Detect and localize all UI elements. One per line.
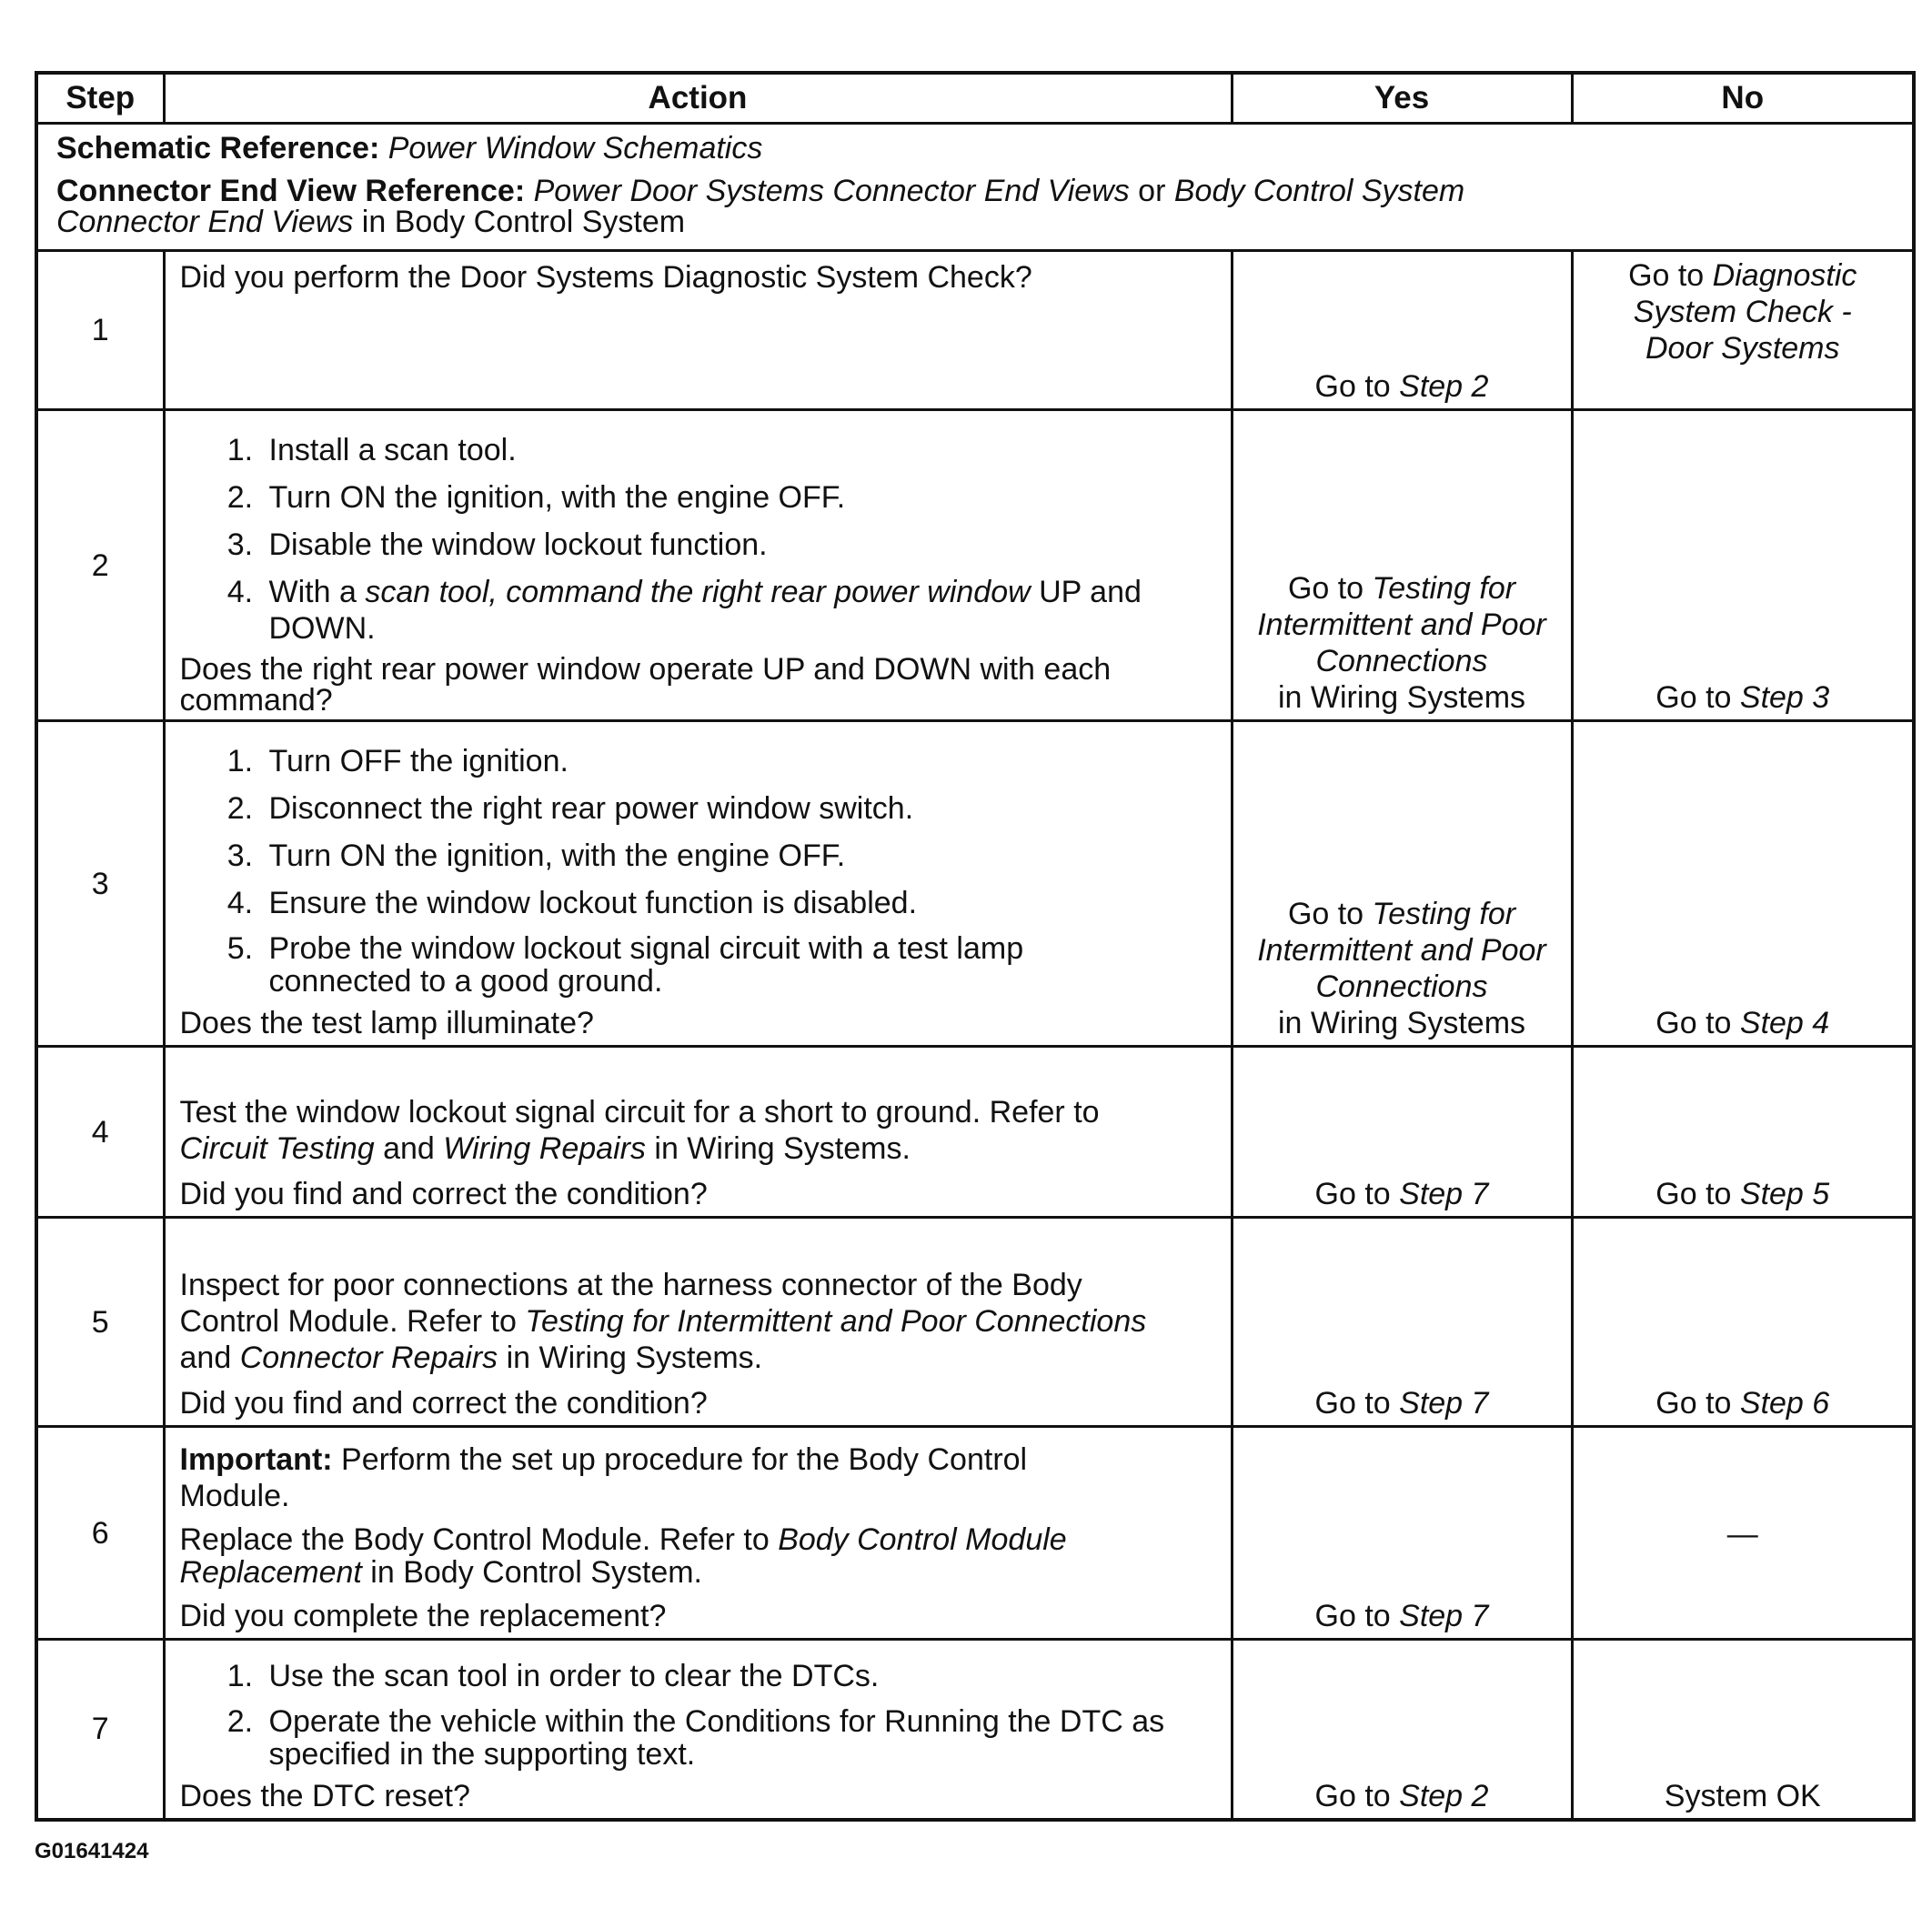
- action-steps-list: [180, 432, 1218, 647]
- yes-prefix: Go to: [1314, 1599, 1400, 1633]
- yes-cell: [1232, 1640, 1572, 1820]
- no-cell: [1572, 1218, 1914, 1427]
- header-yes: Yes: [1232, 73, 1572, 124]
- table-row: [36, 1218, 1914, 1427]
- step-number: 2: [36, 410, 164, 721]
- no-prefix: Go to: [1655, 1386, 1740, 1421]
- yes-link[interactable]: Step 7: [1399, 1386, 1489, 1421]
- yes-link[interactable]: Step 7: [1399, 1599, 1489, 1633]
- no-cell: [1572, 1427, 1914, 1640]
- no-prefix: Go to: [1655, 1177, 1740, 1211]
- action-steps-list: [180, 1658, 1218, 1771]
- step-number: 5: [36, 1218, 164, 1427]
- connector-repairs-link[interactable]: Connector Repairs: [239, 1341, 498, 1375]
- action-text-part: Test the window lockout signal circuit for a short to ground. Refer to: [179, 1095, 1100, 1130]
- action-text-part: Replace the Body Control Module. Refer to: [179, 1522, 779, 1557]
- list-item: 2. Operate the vehicle within the Conditions for Running the DTC as specified in the supporting text.: [262, 1705, 1179, 1771]
- no-prefix: Go to: [1655, 680, 1740, 715]
- list-item: 2. Disconnect the right rear power window switch.: [262, 790, 1218, 827]
- yes-link[interactable]: Step 7: [1399, 1177, 1489, 1211]
- action-cell: [164, 1640, 1232, 1820]
- table-row: [36, 721, 1914, 1047]
- yes-cell: [1232, 721, 1572, 1047]
- table-row: [36, 1640, 1914, 1820]
- yes-suffix: in Wiring Systems: [1277, 680, 1526, 715]
- action-text: [180, 1267, 1181, 1376]
- connector-reference: [56, 176, 1603, 237]
- action-text-suffix: in Wiring Systems.: [498, 1341, 763, 1375]
- action-question: Does the test lamp illuminate?: [179, 1006, 594, 1040]
- figure-id: G01641424: [35, 1839, 149, 1863]
- action-cell: [164, 1427, 1232, 1640]
- step-number: 3: [36, 721, 164, 1047]
- action-cell: [164, 251, 1232, 410]
- diagnostic-table: [35, 71, 1916, 1822]
- table-row: [36, 1047, 1914, 1218]
- header-row: [36, 73, 1914, 124]
- list-item: 4. Ensure the window lockout function is disabled.: [262, 885, 1218, 921]
- connector-reference-link-2[interactable]: Body Control System Connector End Views: [56, 174, 1465, 239]
- yes-cell: [1232, 1427, 1572, 1640]
- action-question: Did you complete the replacement?: [179, 1599, 667, 1633]
- list-item: 1. Turn OFF the ignition.: [262, 743, 1218, 779]
- header-action: Action: [164, 73, 1232, 124]
- action-question: Does the DTC reset?: [179, 1778, 470, 1813]
- list-item: 1. Install a scan tool.: [262, 432, 1218, 468]
- action-cell: [164, 410, 1232, 721]
- action-cell: [164, 1218, 1232, 1427]
- no-cell: [1572, 1640, 1914, 1820]
- connector-reference-link-1[interactable]: Power Door Systems Connector End Views: [533, 174, 1130, 208]
- action-steps-list: [180, 743, 1218, 998]
- schematic-reference-label: Schematic Reference:: [56, 131, 380, 166]
- action-question: Did you perform the Door Systems Diagnostic System Check?: [179, 260, 1032, 295]
- action-question: Does the right rear power window operate UP and DOWN with each command?: [179, 652, 1112, 718]
- table-row: [36, 410, 1914, 721]
- yes-cell: [1232, 1218, 1572, 1427]
- yes-prefix: Go to: [1314, 1386, 1400, 1421]
- yes-link[interactable]: Step 2: [1399, 1778, 1489, 1813]
- yes-prefix: Go to: [1314, 1177, 1400, 1211]
- action-question: Did you find and correct the condition?: [179, 1177, 708, 1211]
- item-prefix: With a: [268, 575, 366, 609]
- important-note: [180, 1441, 1135, 1514]
- list-item: 3. Turn ON the ignition, with the engine OFF.: [262, 838, 1218, 874]
- no-cell: [1572, 410, 1914, 721]
- wiring-repairs-link[interactable]: Wiring Repairs: [443, 1131, 646, 1166]
- list-item: 3. Disable the window lockout function.: [262, 527, 1218, 563]
- list-item: 2. Turn ON the ignition, with the engine OFF.: [262, 479, 1218, 516]
- action-cell: [164, 721, 1232, 1047]
- reference-cell: [36, 124, 1914, 251]
- table-row: [36, 1427, 1914, 1640]
- no-link[interactable]: Step 4: [1739, 1006, 1830, 1040]
- action-text-suffix: in Body Control System.: [361, 1555, 702, 1590]
- yes-suffix: in Wiring Systems: [1277, 1006, 1526, 1040]
- no-cell: [1572, 251, 1914, 410]
- action-text: [180, 1523, 1162, 1589]
- reference-row: [36, 124, 1914, 251]
- yes-prefix: Go to: [1314, 1778, 1400, 1813]
- no-link[interactable]: Diagnostic System Check - Door Systems: [1633, 258, 1857, 366]
- list-item: 1. Use the scan tool in order to clear the DTCs.: [262, 1658, 1218, 1694]
- step-number: 7: [36, 1640, 164, 1820]
- no-link[interactable]: Step 3: [1739, 680, 1830, 715]
- action-text-and: and: [374, 1131, 444, 1166]
- no-cell: [1572, 1047, 1914, 1218]
- connector-reference-or: or: [1129, 174, 1174, 208]
- action-text: [180, 1094, 1190, 1167]
- bcm-replacement-link[interactable]: Body Control Module Replacement: [179, 1522, 1067, 1590]
- action-text-suffix: in Wiring Systems.: [645, 1131, 911, 1166]
- no-dash: —: [1726, 1516, 1758, 1551]
- no-system-ok: System OK: [1664, 1778, 1821, 1813]
- action-text-part: Inspect for poor connections at the harness connector of the Body Control Module. Refer to: [179, 1268, 1082, 1339]
- yes-prefix: Go to: [1287, 897, 1373, 931]
- circuit-testing-link[interactable]: Circuit Testing: [179, 1131, 375, 1166]
- no-cell: [1572, 721, 1914, 1047]
- no-link[interactable]: Step 5: [1739, 1177, 1830, 1211]
- action-cell: [164, 1047, 1232, 1218]
- item-italic: scan tool, command the right rear power window: [365, 575, 1031, 609]
- action-question: Did you find and correct the condition?: [179, 1386, 708, 1421]
- yes-cell: [1232, 251, 1572, 410]
- schematic-reference: [56, 130, 1894, 166]
- list-item: [262, 574, 1218, 647]
- important-text: Perform the set up procedure for the Body Control Module.: [179, 1442, 1028, 1513]
- item-suffix: UP and DOWN.: [268, 575, 1142, 646]
- no-prefix: Go to: [1655, 1006, 1740, 1040]
- schematic-reference-link[interactable]: Power Window Schematics: [387, 131, 763, 166]
- yes-prefix: Go to: [1314, 369, 1400, 404]
- action-text-and: and: [179, 1341, 240, 1375]
- yes-cell: [1232, 1047, 1572, 1218]
- header-step: Step: [36, 73, 164, 124]
- step-number: 1: [36, 251, 164, 410]
- step-number: 4: [36, 1047, 164, 1218]
- yes-link[interactable]: Testing for Intermittent and Poor Connections: [1257, 897, 1546, 1004]
- no-link[interactable]: Step 6: [1739, 1386, 1830, 1421]
- table-row: [36, 251, 1914, 410]
- header-no: No: [1572, 73, 1914, 124]
- yes-prefix: Go to: [1287, 571, 1373, 606]
- connector-reference-suffix: in Body Control System: [353, 205, 686, 239]
- yes-link[interactable]: Step 2: [1399, 369, 1489, 404]
- no-prefix: Go to: [1628, 258, 1713, 293]
- important-label: Important:: [179, 1442, 333, 1477]
- yes-link[interactable]: Testing for Intermittent and Poor Connections: [1257, 571, 1546, 678]
- yes-cell: [1232, 410, 1572, 721]
- diagnostic-table-sheet: [35, 71, 1912, 1822]
- list-item: 5. Probe the window lockout signal circuit with a test lamp connected to a good ground.: [262, 932, 1088, 998]
- testing-intermittent-link[interactable]: Testing for Intermittent and Poor Connections: [525, 1304, 1147, 1339]
- step-number: 6: [36, 1427, 164, 1640]
- connector-reference-label: Connector End View Reference:: [56, 174, 526, 208]
